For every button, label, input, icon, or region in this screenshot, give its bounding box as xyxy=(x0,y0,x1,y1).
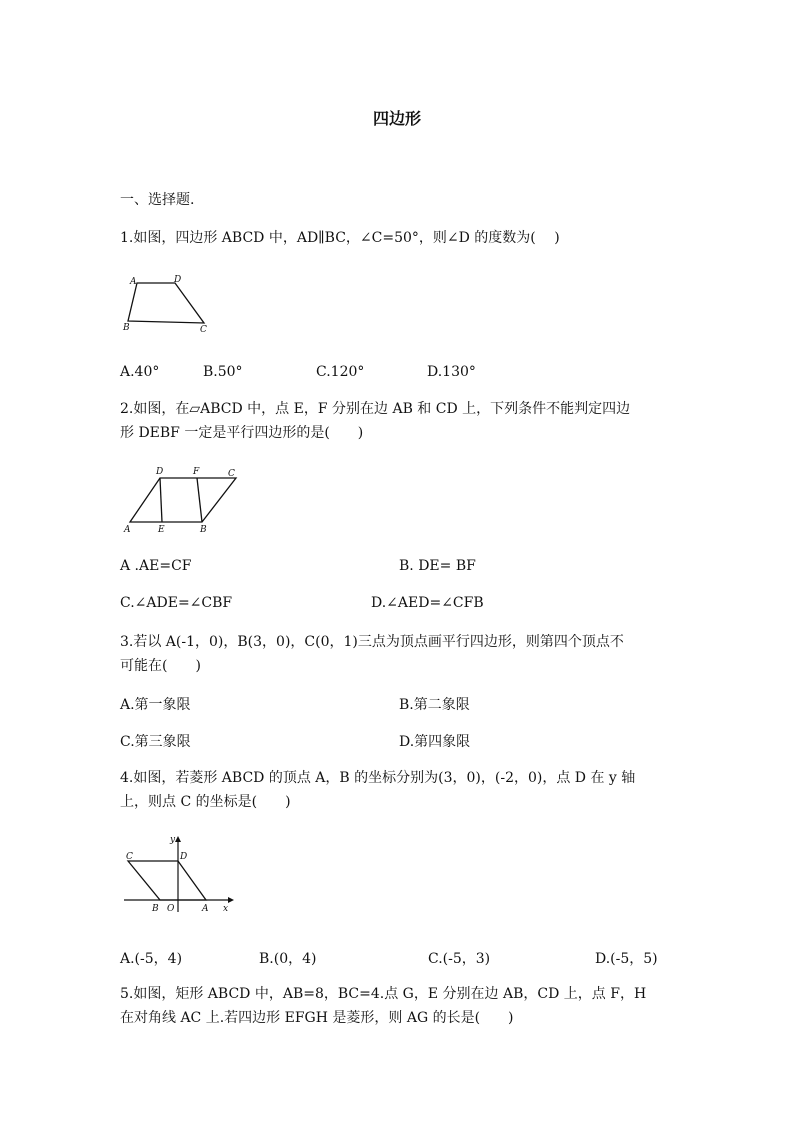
y-axis-arrow-icon xyxy=(175,836,181,842)
figure-label: O xyxy=(167,904,175,914)
q2-option-c[interactable]: C.∠ADE=∠CBF xyxy=(120,595,233,611)
figure-label: A xyxy=(124,525,131,535)
question-2-line-1: 2.如图，在▱ABCD 中，点 E，F 分别在边 AB 和 CD 上，下列条件不能判定四边 xyxy=(120,401,631,417)
q1-option-b[interactable]: B.50° xyxy=(203,364,243,380)
figure-label: B xyxy=(123,323,130,333)
question-3-line-1: 3.若以 A(-1，0)，B(3，0)，C(0，1)三点为顶点画平行四边形，则第四个顶点不 xyxy=(120,634,624,650)
figure-label: E xyxy=(158,525,165,535)
question-3-line-2: 可能在( ) xyxy=(120,658,201,674)
segment-fb xyxy=(197,478,202,522)
question-2-line-2: 形 DEBF 一定是平行四边形的是( ) xyxy=(120,425,364,441)
figure-label: C xyxy=(126,852,133,862)
q2-option-d[interactable]: D.∠AED=∠CFB xyxy=(371,595,484,611)
x-axis-arrow-icon xyxy=(228,897,234,903)
q3-option-a[interactable]: A.第一象限 xyxy=(120,697,191,713)
q4-option-c[interactable]: C.(-5，3) xyxy=(428,951,491,967)
trapezoid-shape xyxy=(128,283,204,323)
figure-label: A xyxy=(130,277,137,287)
question-1-text: 1.如图，四边形 ABCD 中，AD∥BC，∠C=50°，则∠D 的度数为( ) xyxy=(120,230,560,246)
figure-label: x xyxy=(223,904,229,914)
figure-label: D xyxy=(180,852,188,862)
section-heading: 一、选择题. xyxy=(120,192,195,208)
question-4-line-1: 4.如图，若菱形 ABCD 的顶点 A，B 的坐标分别为(3，0)，(-2，0)，点 D 在 y 轴 xyxy=(120,770,636,786)
q4-option-a[interactable]: A.(-5，4) xyxy=(120,951,183,967)
q3-option-b[interactable]: B.第二象限 xyxy=(399,697,470,713)
figure-label: A xyxy=(202,904,209,914)
question-4-figure xyxy=(118,832,238,916)
q4-option-b[interactable]: B.(0，4) xyxy=(259,951,317,967)
q1-option-a[interactable]: A.40° xyxy=(120,364,160,380)
figure-label: C xyxy=(228,469,235,479)
figure-label: C xyxy=(200,325,207,335)
parallelogram-shape xyxy=(130,478,236,522)
page-title: 四边形 xyxy=(372,109,421,128)
q1-option-d[interactable]: D.130° xyxy=(427,364,476,380)
question-4-line-2: 上，则点 C 的坐标是( ) xyxy=(120,794,291,810)
q3-option-c[interactable]: C.第三象限 xyxy=(120,734,191,750)
question-5-line-2: 在对角线 AC 上.若四边形 EFGH 是菱形，则 AG 的长是( ) xyxy=(120,1010,514,1026)
rhombus-shape xyxy=(128,861,206,900)
figure-label: D xyxy=(156,467,164,477)
question-1-figure xyxy=(118,270,218,336)
figure-label: y xyxy=(170,835,176,845)
q1-option-c[interactable]: C.120° xyxy=(316,364,365,380)
q2-option-a[interactable]: A .AE=CF xyxy=(120,558,192,574)
question-2-figure xyxy=(118,462,248,536)
figure-label: F xyxy=(193,467,200,477)
q4-option-d[interactable]: D.(-5，5) xyxy=(595,951,658,967)
segment-de xyxy=(160,478,162,522)
figure-label: D xyxy=(174,275,182,285)
q3-option-d[interactable]: D.第四象限 xyxy=(399,734,471,750)
figure-label: B xyxy=(152,904,159,914)
q2-option-b[interactable]: B. DE= BF xyxy=(399,558,476,574)
figure-label: B xyxy=(200,525,207,535)
question-5-line-1: 5.如图，矩形 ABCD 中，AB=8，BC=4.点 G，E 分别在边 AB，CD 上，点 F，H xyxy=(120,986,647,1002)
